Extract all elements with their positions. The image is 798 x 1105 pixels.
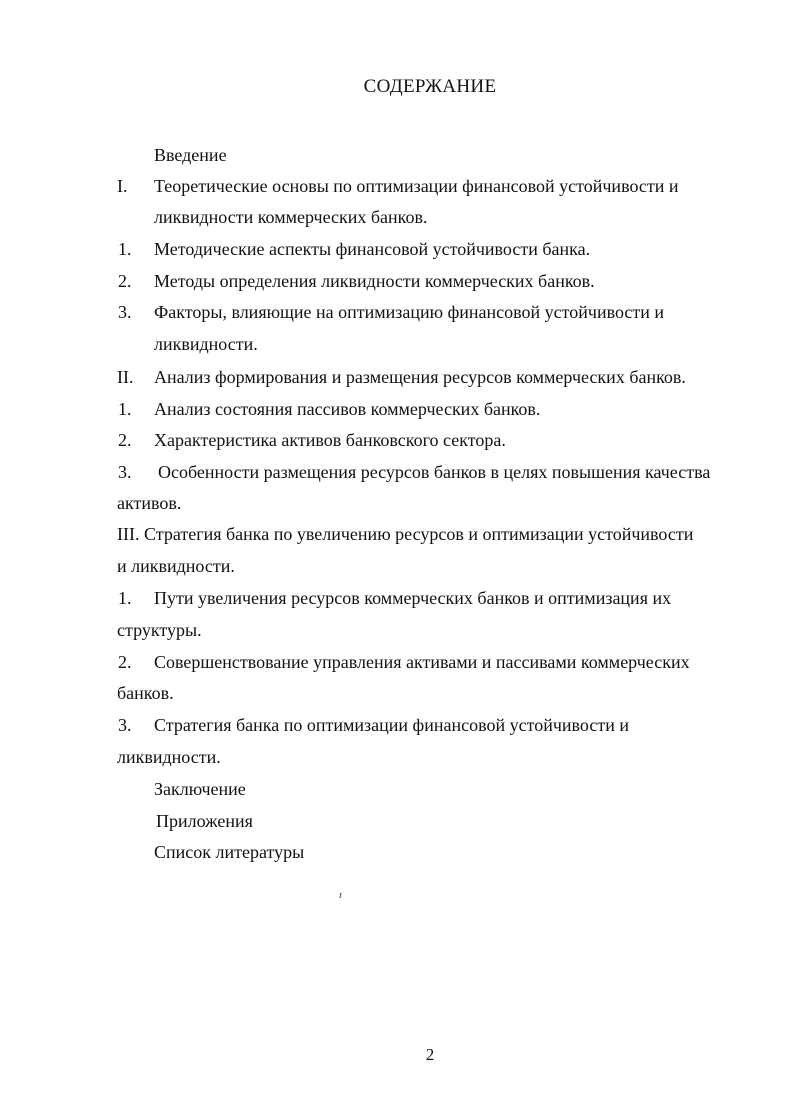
scan-mark: ᴊ: [339, 890, 342, 901]
toc-part2-item3-number: 3.: [118, 462, 132, 482]
toc-part3-item3: Стратегия банка по оптимизации финансовой устойчивости и: [154, 715, 629, 735]
toc-part2-item2: Характеристика активов банковского сектора.: [154, 430, 506, 450]
toc-part1-item1: Методические аспекты финансовой устойчивости банка.: [154, 239, 591, 259]
toc-part1-heading-cont: ликвидности коммерческих банков.: [154, 207, 428, 227]
toc-part1-item2: Методы определения ликвидности коммерческих банков.: [154, 271, 595, 291]
page-number: 2: [425, 1045, 435, 1064]
toc-part1-heading: Теоретические основы по оптимизации финансовой устойчивости и: [154, 176, 679, 196]
toc-part2-item1: Анализ состояния пассивов коммерческих банков.: [154, 399, 541, 419]
toc-part3-item3-cont: ликвидности.: [117, 747, 221, 767]
toc-part3-item1-cont: структуры.: [117, 620, 202, 640]
toc-part1-number: I.: [117, 176, 128, 196]
toc-part3-heading-cont: и ликвидности.: [117, 556, 235, 576]
toc-part1-item1-number: 1.: [118, 239, 132, 259]
toc-part1-item3: Факторы, влияющие на оптимизацию финансовой устойчивости и: [154, 302, 665, 322]
toc-part2-item3: Особенности размещения ресурсов банков в целях повышения качества: [158, 462, 711, 482]
toc-intro: Введение: [154, 145, 227, 165]
toc-part3-item1-number: 1.: [118, 588, 132, 608]
toc-part3-item1: Пути увеличения ресурсов коммерческих банков и оптимизация их: [154, 588, 672, 608]
toc-part3-item2-cont: банков.: [117, 683, 174, 703]
toc-part3-item2-number: 2.: [118, 652, 132, 672]
toc-conclusion: Заключение: [154, 779, 246, 799]
toc-part1-item2-number: 2.: [118, 271, 132, 291]
toc-bibliography: Список литературы: [154, 842, 305, 862]
toc-part2-number: II.: [117, 367, 134, 387]
toc-part3-heading: III. Стратегия банка по увеличению ресурсов и оптимизации устойчивости: [117, 524, 694, 544]
page-title: СОДЕРЖАНИЕ: [363, 76, 497, 97]
toc-part2-item1-number: 1.: [118, 399, 132, 419]
toc-part2-heading: Анализ формирования и размещения ресурсов коммерческих банков.: [154, 367, 686, 387]
toc-part2-item2-number: 2.: [118, 430, 132, 450]
toc-part1-item3-number: 3.: [118, 302, 132, 322]
toc-appendices: Приложения: [156, 811, 253, 831]
toc-part1-item3-cont: ликвидности.: [154, 334, 258, 354]
toc-part3-item2: Совершенствование управления активами и пассивами коммерческих: [154, 652, 690, 672]
toc-part3-item3-number: 3.: [118, 715, 132, 735]
toc-part2-item3-cont: активов.: [117, 493, 182, 513]
